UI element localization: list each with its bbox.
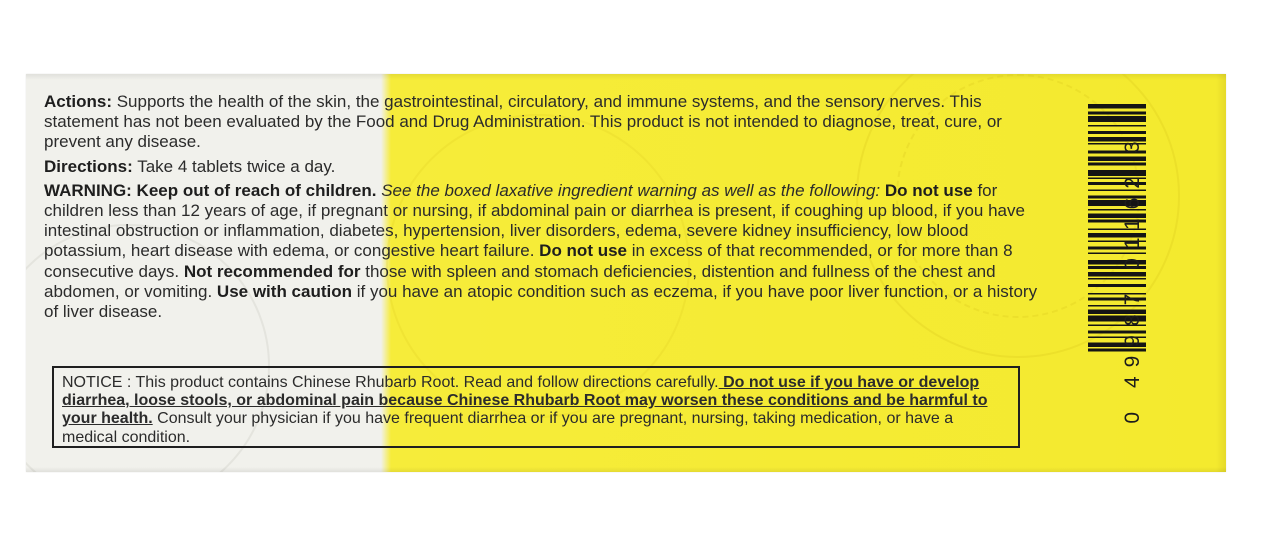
warning-do-not-use-2: Do not use — [534, 241, 627, 261]
actions-paragraph — [44, 92, 1054, 153]
warning-paragraph — [44, 181, 1054, 322]
notice-text-2: Consult your physician if you have frequent diarrhea or if you are pregnant, nursing, taking medication, or have a medical condition. — [62, 410, 954, 446]
warning-heading: WARNING: Keep out of reach of children. — [44, 180, 377, 200]
barcode-digits: 0 49987 01162 3 — [1121, 132, 1144, 424]
warning-text-2: in excess of that recommended, or for more than 8 consecutive days. — [44, 241, 1013, 281]
notice-warning-underlined: Do not use if you have or develop diarrhea, loose stools, or abdominal pain because Chinese Rhubarb Root may worsen these conditions and be harmful to your health. — [62, 374, 988, 428]
directions-heading: Directions: — [44, 156, 133, 176]
notice-text-1: NOTICE : This product contains Chinese Rhubarb Root. Read and follow directions carefully. — [62, 374, 719, 391]
warning-use-with-caution: Use with caution — [212, 281, 352, 301]
actions-heading: Actions: — [44, 92, 112, 111]
product-package-side — [26, 74, 1226, 472]
warning-intro: See the boxed laxative ingredient warning as well as the following: — [376, 180, 881, 200]
warning-text-1: for children less than 12 years of age, if pregnant or nursing, if abdominal pain or diarrhea is present, if coughing up blood, if you have intestinal obstruction or inflammation, diabetes, hypertension, liver disorders, edema, severe kidney insufficiency, low blood potassium, heart disease with edema, or congestive heart failure. — [44, 180, 1025, 261]
label-text-block — [44, 92, 1054, 326]
directions-paragraph — [44, 157, 1054, 177]
barcode — [1066, 96, 1162, 466]
directions-text: Take 4 tablets twice a day. — [132, 156, 336, 176]
warning-not-recommended: Not recommended for — [179, 261, 361, 281]
warning-text-4: if you have an atopic condition such as eczema, if you have poor liver function, or a history of liver disease. — [44, 281, 1038, 322]
actions-text: Supports the health of the skin, the gastrointestinal, circulatory, and immune systems, and the sensory nerves. This statement has not been evaluated by the Food and Drug Administration. This product is not intended to diagnose, treat, cure, or prevent any disease. — [44, 92, 1002, 152]
warning-do-not-use-1: Do not use — [880, 180, 973, 200]
warning-text-3: those with spleen and stomach deficiencies, distention and fullness of the chest and abdomen, or vomiting. — [44, 261, 996, 301]
notice-box — [52, 366, 1020, 448]
